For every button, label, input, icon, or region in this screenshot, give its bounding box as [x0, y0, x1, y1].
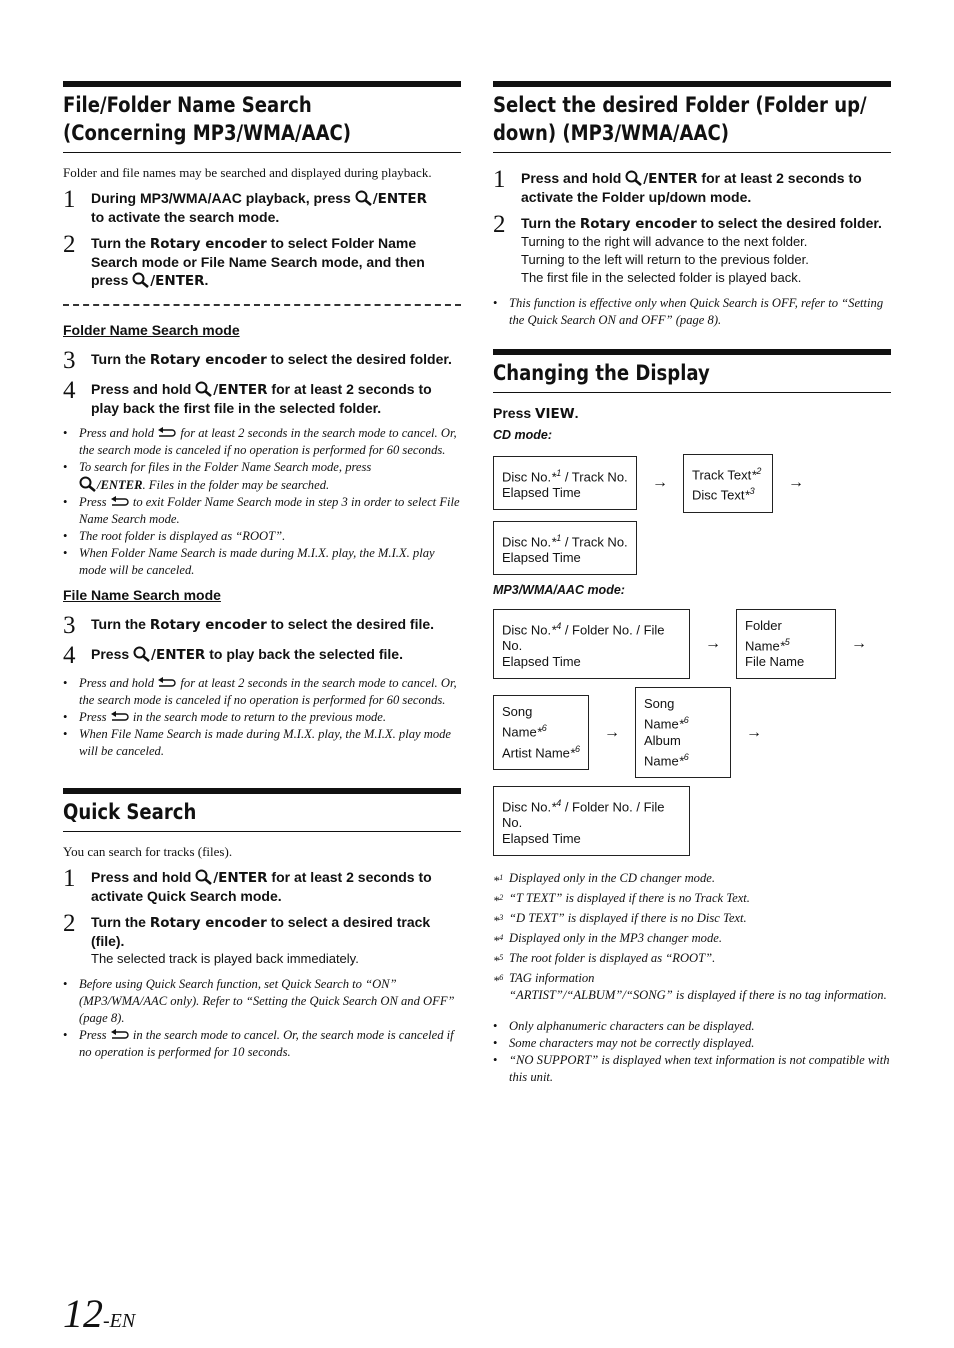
step-4 [63, 642, 461, 669]
step-text: Turn the Rotary encoder to select the desired folder. Turning to the right will advance to the next folder. Turning to the left will return to the previous folder. The first file in the selected folder is played back. [521, 214, 891, 287]
step-2 [493, 211, 891, 287]
note-item: • Press to exit Folder Name Search mode in step 3 in order to select File Name Search mode. [63, 494, 461, 528]
section-title: Quick Search [63, 800, 197, 824]
display-flow-row [493, 687, 891, 778]
left-column [63, 81, 461, 1069]
note-item: • Press and hold for at least 2 seconds in the search mode to cancel. Or, the search mode is canceled if no operation is performed for 60 seconds. [63, 675, 461, 709]
intro-text: Folder and file names may be searched and displayed during playback. [63, 165, 432, 180]
display-box: Disc No.*$^1$ / Track No. Elapsed Time [493, 521, 637, 575]
step-text: During MP3/WMA/AAC playback, press /ENTER to activate the search mode. [91, 190, 427, 225]
step-number: 3 [63, 347, 76, 374]
footnote: *$^3$ “D TEXT” is displayed if there is no Disc Text. [493, 911, 747, 929]
section-header-file-folder-search [63, 81, 461, 153]
search-icon [132, 272, 150, 288]
step-body: The first file in the selected folder is played back. [521, 270, 802, 285]
note-item: • To search for files in the Folder Name Search mode, press /ENTER. Files in the folder may be searched. [63, 459, 461, 494]
note-item: • Only alphanumeric characters can be displayed. [493, 1018, 891, 1035]
arrow-icon: → [705, 635, 721, 653]
display-flow-row [493, 521, 891, 575]
footnote: *$^6$ TAG information “ARTIST”/“ALBUM”/“SONG” is displayed if there is no tag information. [493, 971, 887, 1003]
step-body: Turning to the right will advance to the next folder. [521, 234, 808, 249]
notes-list [63, 425, 461, 579]
notes-list [63, 675, 461, 760]
footnote: *$^2$ “T TEXT” is displayed if there is no Track Text. [493, 891, 750, 909]
display-box: Disc No.*$^4$ / Folder No. / File No. Elapsed Time [493, 609, 690, 679]
return-icon [110, 495, 130, 506]
step-text: Turn the Rotary encoder to select a desired track (file). The selected track is played back immediately. [91, 913, 461, 968]
note-item: • Press in the search mode to return to the previous mode. [63, 709, 461, 726]
step-2 [63, 231, 461, 290]
display-box: Track Text*$^2$ Disc Text*$^3$ [683, 454, 773, 513]
search-icon [355, 190, 373, 206]
step-3 [63, 347, 461, 374]
notes-list [493, 1018, 891, 1086]
step-text: Press and hold /ENTER for at least 2 seconds to play back the first file in the selected folder. [91, 381, 432, 416]
step-number: 4 [63, 377, 76, 404]
press-view-instruction: Press VIEW. [493, 405, 579, 422]
section-title: File/Folder Name Search (Concerning MP3/WMA/AAC) [63, 93, 352, 145]
step-2 [63, 910, 461, 968]
step-number: 2 [63, 231, 76, 258]
step-text: Press and hold /ENTER for at least 2 seconds to activate the Folder up/down mode. [521, 170, 862, 205]
cd-mode-label: CD mode: [493, 428, 553, 442]
return-icon [157, 426, 177, 437]
section-header-quick-search [63, 788, 461, 832]
note-item: • When File Name Search is made during M.I.X. play, the M.I.X. play mode will be canceled. [63, 726, 461, 760]
step-body: The selected track is played back immediately. [91, 951, 359, 966]
return-icon [110, 710, 130, 721]
display-box: Folder Name*$^5$ File Name [736, 609, 836, 679]
section-title: Changing the Display [493, 361, 710, 385]
step-4 [63, 377, 461, 417]
note-item: • Some characters may not be correctly displayed. [493, 1035, 891, 1052]
step-number: 1 [493, 166, 506, 193]
step-text: Turn the Rotary encoder to select Folder Name Search mode or File Name Search mode, and then press /ENTER. [91, 235, 425, 289]
note-item: • This function is effective only when Quick Search is OFF, refer to “Setting the Quick Search ON and OFF” (page 8). [493, 295, 891, 329]
search-icon [133, 646, 151, 662]
search-icon [625, 170, 643, 186]
step-text: Turn the Rotary encoder to select the desired folder. [91, 351, 452, 368]
step-text: Press /ENTER to play back the selected file. [91, 646, 403, 663]
return-icon [157, 676, 177, 687]
note-item: • Press in the search mode to cancel. Or, the search mode is canceled if no operation is performed for 10 seconds. [63, 1027, 461, 1061]
arrow-icon: → [746, 723, 762, 741]
arrow-icon: → [788, 474, 804, 492]
subheading-folder-mode: Folder Name Search mode [63, 322, 240, 338]
intro-text: You can search for tracks (files). [63, 844, 233, 859]
arrow-icon: → [604, 723, 620, 741]
right-column [493, 81, 891, 1094]
display-box: Disc No.*$^1$ / Track No. Elapsed Time [493, 456, 637, 510]
step-number: 3 [63, 612, 76, 639]
mp3-mode-label: MP3/WMA/AAC mode: [493, 582, 625, 597]
section-header-folder-up-down [493, 81, 891, 153]
display-box: Song Name*$^6$ Album Name*$^6$ [635, 687, 731, 778]
section-header-changing-display [493, 349, 891, 393]
note-item: • When Folder Name Search is made during M.I.X. play, the M.I.X. play mode will be canceled. [63, 545, 461, 579]
note-item: • “NO SUPPORT” is displayed when text information is not compatible with this unit. [493, 1052, 891, 1086]
section-title: Select the desired Folder (Folder up/ down) (MP3/WMA/AAC) [493, 93, 867, 145]
search-icon [79, 476, 97, 492]
display-flow-row [493, 454, 891, 513]
step-3 [63, 612, 461, 639]
step-text: Turn the Rotary encoder to select the desired file. [91, 616, 435, 633]
step-number: 4 [63, 642, 76, 669]
step-1 [493, 166, 891, 206]
notes-list [493, 295, 891, 329]
footnote: *$^1$ Displayed only in the CD changer mode. [493, 871, 716, 889]
step-number: 2 [63, 910, 76, 937]
footnotes [493, 870, 891, 1004]
arrow-icon: → [652, 474, 668, 492]
display-flow-row [493, 609, 891, 679]
note-item: • Before using Quick Search function, set Quick Search to “ON” (MP3/WMA/AAC only). Refer to “Setting the Quick Search ON and OFF” (page 8). [63, 976, 461, 1027]
page-number: 12-EN [63, 1291, 136, 1336]
display-box: Disc No.*$^4$ / Folder No. / File No. Elapsed Time [493, 786, 690, 856]
search-icon [195, 869, 213, 885]
dashed-divider [63, 304, 461, 306]
display-box: Song Name*$^6$ Artist Name*$^6$ [493, 695, 589, 770]
footnote: *$^5$ The root folder is displayed as “ROOT”. [493, 951, 716, 969]
notes-list [63, 976, 461, 1061]
step-body: Turning to the left will return to the previous folder. [521, 252, 809, 267]
subheading-file-mode: File Name Search mode [63, 587, 221, 603]
step-number: 1 [63, 186, 76, 213]
note-item: • Press and hold for at least 2 seconds in the search mode to cancel. Or, the search mode is canceled if no operation is performed for 60 seconds. [63, 425, 461, 459]
step-number: 2 [493, 211, 506, 238]
search-icon [195, 381, 213, 397]
step-number: 1 [63, 865, 76, 892]
footnote: *$^4$ Displayed only in the MP3 changer mode. [493, 931, 722, 949]
display-flow-row [493, 786, 891, 856]
step-text: Press and hold /ENTER for at least 2 seconds to activate Quick Search mode. [91, 869, 432, 904]
return-icon [110, 1028, 130, 1039]
step-1 [63, 186, 461, 226]
step-1 [63, 865, 461, 905]
arrow-icon: → [851, 635, 867, 653]
note-item: • The root folder is displayed as “ROOT”. [63, 528, 461, 545]
